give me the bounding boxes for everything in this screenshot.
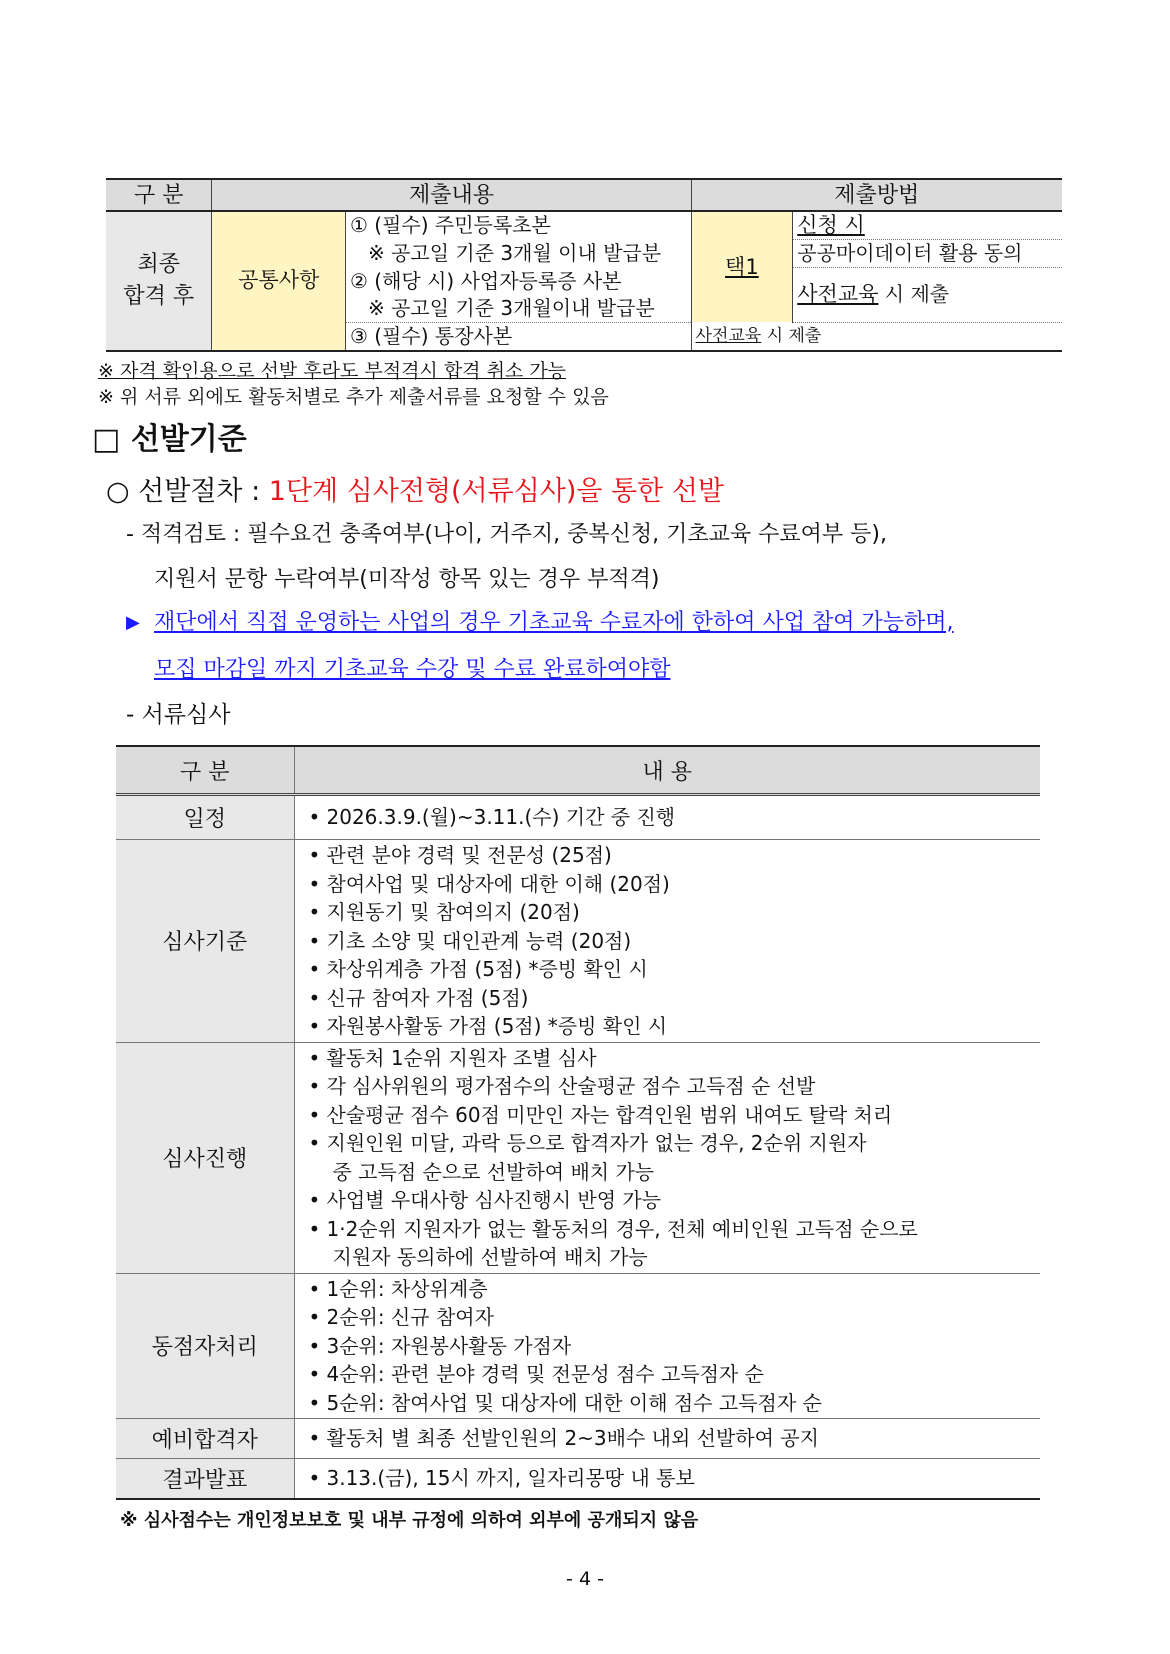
t1-method-last: 사전교육 시 제출 <box>691 322 1062 351</box>
t2-header-category: 구 분 <box>116 746 294 795</box>
t1-method-3: 사전교육 시 제출 <box>793 268 1062 323</box>
t1-common-cell: 공통사항 <box>212 211 346 351</box>
submission-documents-table <box>106 178 1062 352</box>
section-title: 선발기준 <box>130 422 247 457</box>
note-additional-documents: ※ 위 서류 외에도 활동처별로 추가 제출서류를 요청할 수 있음 <box>98 386 609 408</box>
blue-note-line-1: 재단에서 직접 운영하는 사업의 경우 기초교육 수료자에 한하여 사업 참여 가능하며, <box>154 610 954 635</box>
t1-item-2-note: ※ 공고일 기준 3개월이내 발급분 <box>346 295 692 323</box>
t1-item-2: ② (해당 시) 사업자등록증 사본 <box>346 268 692 295</box>
list-item: • 자원봉사활동 가점 (5점) *증빙 확인 시 <box>307 1012 1040 1041</box>
row-tie-label: 동점자처리 <box>116 1273 294 1419</box>
list-item: • 신규 참여자 가점 (5점) <box>307 984 1040 1013</box>
process-list <box>307 1044 1040 1272</box>
t1-header-content: 제출내용 <box>212 179 691 211</box>
t1-method-1: 신청 시 <box>793 211 1062 240</box>
t1-item-3: ③ (필수) 통장사본 <box>346 322 692 351</box>
list-item: • 기초 소양 및 대인관계 능력 (20점) <box>307 927 1040 956</box>
schedule-item: • 2026.3.9.(월)~3.11.(수) 기간 중 진행 <box>307 803 1040 832</box>
criteria-list <box>307 841 1040 1041</box>
list-item: • 4순위: 관련 분야 경력 및 전문성 점수 고득점자 순 <box>307 1360 1040 1389</box>
procedure-label: 선발절차 : <box>138 476 269 507</box>
reserve-item: • 활동처 별 최종 선발인원의 2~3배수 내외 선발하여 공지 <box>307 1424 1040 1453</box>
t1-header-category: 구 분 <box>106 179 212 211</box>
procedure-value: 1단계 심사전형(서류심사)을 통한 선발 <box>268 476 724 507</box>
t1-category-line2: 합격 후 <box>123 283 195 309</box>
row-schedule-label: 일정 <box>116 795 294 840</box>
note-disqualification: ※ 자격 확인용으로 선발 후라도 부적격시 합격 취소 가능 <box>98 360 567 382</box>
document-review-label: - 서류심사 <box>126 702 231 728</box>
score-privacy-note: ※ 심사점수는 개인정보보호 및 내부 규정에 의하여 외부에 공개되지 않음 <box>120 1510 699 1531</box>
list-item: • 1·2순위 지원자가 없는 활동처의 경우, 전체 예비인원 고득점 순으로 지원자 동의하에 선발하여 배치 가능 <box>307 1215 1040 1272</box>
list-item: • 각 심사위원의 평가점수의 산술평균 점수 고득점 순 선발 <box>307 1072 1040 1101</box>
review-criteria-table <box>116 745 1040 1500</box>
list-item: • 사업별 우대사항 심사진행시 반영 가능 <box>307 1186 1040 1215</box>
list-item: • 3순위: 자원봉사활동 가점자 <box>307 1332 1040 1361</box>
t1-choose-label: 택1 <box>725 254 759 279</box>
list-item: • 지원인원 미달, 과락 등으로 합격자가 없는 경우, 2순위 지원자 중 고득점 순으로 선발하여 배치 가능 <box>307 1129 1040 1186</box>
t1-category-line1: 최종 <box>137 251 180 277</box>
notes-1 <box>98 358 609 410</box>
procedure-line <box>106 469 724 508</box>
eligibility-line-2: 지원서 문항 누락여부(미작성 항목 있는 경우 부적격) <box>154 567 660 592</box>
blue-note-line-2: 모집 마감일 까지 기초교육 수강 및 수료 완료하여야함 <box>154 657 671 682</box>
eligibility-line-1: - 적격검토 : 필수요건 충족여부(나이, 거주지, 중복신청, 기초교육 수료여부 등), <box>126 522 887 547</box>
t1-choose-cell <box>691 211 793 322</box>
t1-item-1-note: ※ 공고일 기준 3개월 이내 발급분 <box>346 240 692 268</box>
page-number: - 4 - <box>566 1568 604 1590</box>
row-criteria-label: 심사기준 <box>116 840 294 1043</box>
list-item: • 1순위: 차상위계층 <box>307 1275 1040 1304</box>
checkbox-square-icon: □ <box>92 422 121 457</box>
list-item: • 차상위계층 가점 (5점) *증빙 확인 시 <box>307 955 1040 984</box>
row-reserve-label: 예비합격자 <box>116 1419 294 1459</box>
arrow-right-icon: ▶ <box>126 612 140 633</box>
section-heading <box>92 414 247 458</box>
t1-category-cell <box>106 211 212 351</box>
t1-method-2: 공공마이데이터 활용 동의 <box>793 240 1062 268</box>
t1-header-method: 제출방법 <box>691 179 1062 211</box>
list-item: • 5순위: 참여사업 및 대상자에 대한 이해 점수 고득점자 순 <box>307 1389 1040 1418</box>
list-item: • 2순위: 신규 참여자 <box>307 1303 1040 1332</box>
tie-list <box>307 1275 1040 1418</box>
row-process-label: 심사진행 <box>116 1042 294 1273</box>
list-item: • 산술평균 점수 60점 미만인 자는 합격인원 범위 내여도 탈락 처리 <box>307 1101 1040 1130</box>
list-item: • 관련 분야 경력 및 전문성 (25점) <box>307 841 1040 870</box>
row-result-label: 결과발표 <box>116 1459 294 1499</box>
result-item: • 3.13.(금), 15시 까지, 일자리몽땅 내 통보 <box>307 1464 1040 1493</box>
t1-item-1: ① (필수) 주민등록초본 <box>346 211 692 240</box>
list-item: • 지원동기 및 참여의지 (20점) <box>307 898 1040 927</box>
circle-bullet-icon: ○ <box>106 476 130 507</box>
list-item: • 활동처 1순위 지원자 조별 심사 <box>307 1044 1040 1073</box>
list-item: • 참여사업 및 대상자에 대한 이해 (20점) <box>307 870 1040 899</box>
t2-header-content: 내 용 <box>294 746 1040 795</box>
